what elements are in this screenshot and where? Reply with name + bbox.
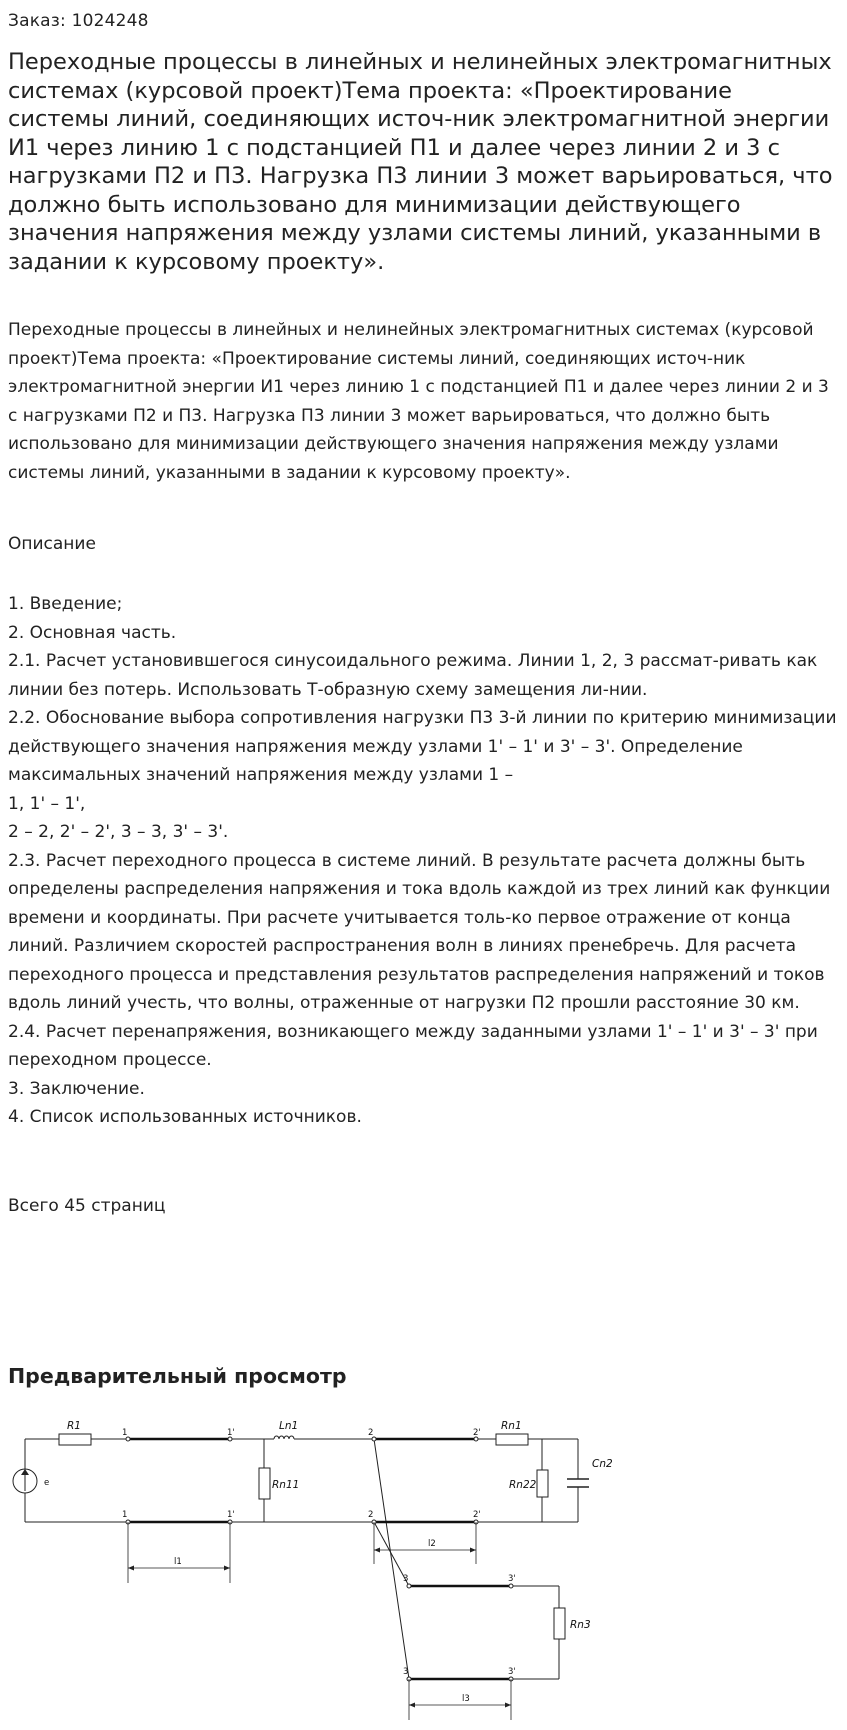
node-2-bottom: 2 [368, 1510, 374, 1520]
node-1-bottom: 1 [122, 1510, 128, 1520]
node-2p-bottom: 2' [473, 1510, 481, 1520]
list-item: 2. Основная часть. [8, 622, 177, 643]
inductor-ln1 [274, 1436, 294, 1439]
label-cn2: Cn2 [592, 1458, 613, 1470]
label-r1: R1 [67, 1420, 81, 1432]
node-1p-top: 1' [227, 1428, 235, 1438]
node-3-bottom: 3 [403, 1667, 409, 1677]
list-item: 1, 1' – 1', [8, 793, 86, 814]
node-3p-top: 3' [508, 1574, 516, 1584]
list-item: 3. Заключение. [8, 1078, 145, 1099]
length-l2: l2 [428, 1539, 436, 1549]
length-l1: l1 [174, 1557, 182, 1567]
length-l3: l3 [462, 1694, 470, 1704]
resistor-rn3 [554, 1608, 565, 1639]
list-item: 2.1. Расчет установившегося синусоидального режима. Линии 1, 2, 3 рассмат-ривать как линии без потерь. Использовать Т-образную схему замещения ли-нии. [8, 651, 818, 700]
resistor-rn22 [537, 1470, 548, 1497]
node-3p-bottom: 3' [508, 1667, 516, 1677]
node-1-top: 1 [122, 1428, 128, 1438]
label-e: e [44, 1478, 50, 1488]
node-3-top: 3 [403, 1574, 409, 1584]
list-item: 2.4. Расчет перенапряжения, возникающего между заданными узлами 1' – 1' и 3' – 3' при переходном процессе. [8, 1021, 818, 1070]
list-item: 2.3. Расчет переходного процесса в системе линий. В результате расчета должны быть определены распределения напряжения и тока вдоль каждой из трех линий как функции времени и координаты. При расчете учитывается толь-ко первое отражение от конца линий. Различием скоростей распространения волн в линиях пренебречь. Для расчета переходного процесса и представления результатов распределения напряжений и токов вдоль линий учесть, что волны, отраженные от нагрузки П2 прошли расстояние 30 км. [8, 850, 831, 1013]
page-title: Переходные процессы в линейных и нелинейных электромагнитных системах (курсовой проект)Тема проекта: «Проектирование системы линий, соединяющих источ-ник электромагнитной энергии И1 через линию 1 с подстанцией П1 и далее через линии 2 и 3 с нагрузками П2 и П3. Нагрузка П3 линии 3 может варьироваться, что должно быть использовано для минимизации действующего значения напряжения между узлами системы линий, указанными в задании к курсовому проекту». [8, 49, 833, 275]
label-rn3: Rn3 [570, 1619, 591, 1631]
label-ln1: Ln1 [279, 1420, 299, 1432]
node-2-top: 2 [368, 1428, 374, 1438]
order-number: Заказ: 1024248 [8, 11, 149, 31]
resistor-rn11 [259, 1468, 270, 1499]
circuit-schematic [8, 1405, 843, 1725]
list-item: 2.2. Обоснование выбора сопротивления нагрузки П3 3-й линии по критерию минимизации действующего значения напряжения между узлами 1' – 1' и 3' – 3'. Определение максимальных значений напряжения между узлами 1 – [8, 708, 837, 785]
list-item: 1. Введение; [8, 594, 123, 614]
description-label: Описание [8, 534, 96, 554]
label-rn11: Rn11 [272, 1479, 300, 1491]
label-rn1: Rn1 [501, 1420, 522, 1432]
description-paragraph: Переходные процессы в линейных и нелинейных электромагнитных системах (курсовой проект)Тема проекта: «Проектирование системы линий, соединяющих источ-ник электромагнитной энергии И1 через линию 1 с подстанцией П1 и далее через линии 2 и 3 с нагрузками П2 и П3. Нагрузка П3 линии 3 может варьироваться, что должно быть использовано для минимизации действующего значения напряжения между узлами системы линий, указанными в задании к курсовому проекту». [8, 320, 829, 483]
total-pages: Всего 45 страниц [8, 1196, 166, 1216]
list-item: 2 – 2, 2' – 2', 3 – 3, 3' – 3'. [8, 822, 229, 842]
preview-heading: Предварительный просмотр [8, 1364, 347, 1388]
node-2p-top: 2' [473, 1428, 481, 1438]
resistor-rn1 [496, 1434, 528, 1445]
node-1p-bottom: 1' [227, 1510, 235, 1520]
resistor-r1 [59, 1434, 91, 1445]
list-item: 4. Список использованных источников. [8, 1107, 362, 1127]
contents-list [8, 590, 843, 1132]
label-rn22: Rn22 [509, 1479, 537, 1491]
